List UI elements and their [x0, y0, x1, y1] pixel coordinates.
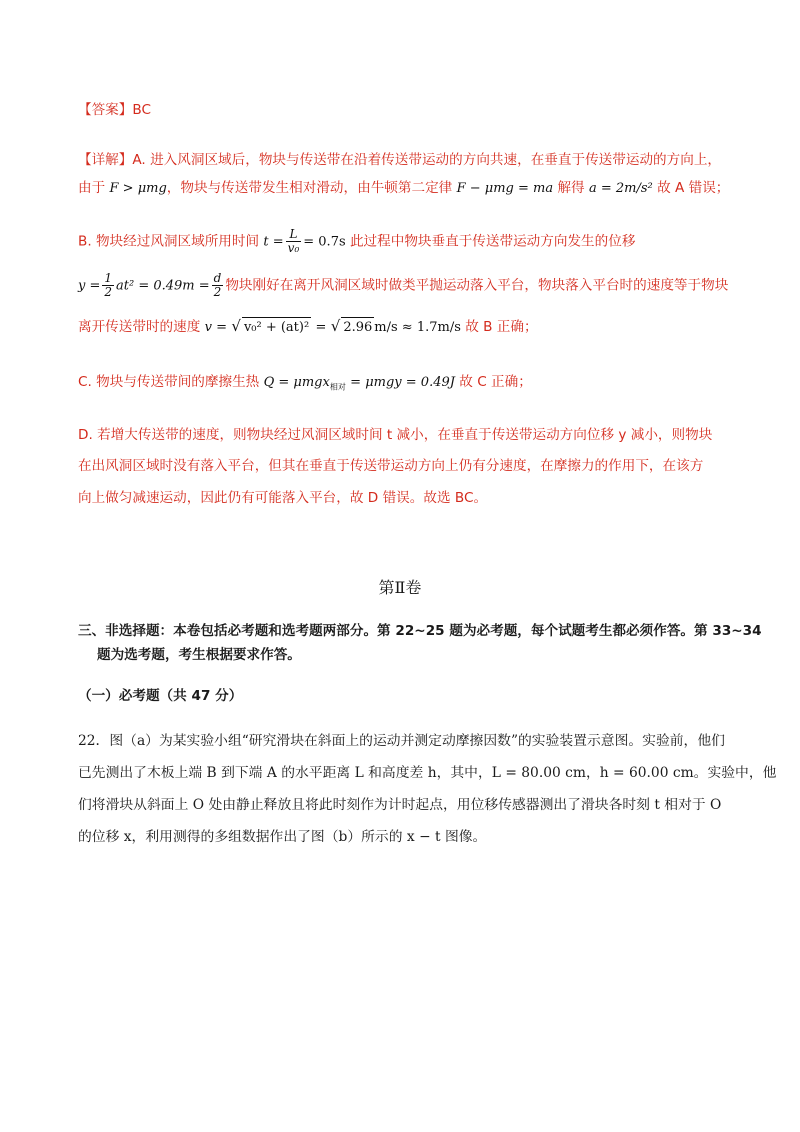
detail-a-text1: A. 进入风洞区域后，物块与传送带在沿着传送带运动的方向共速，在垂直于传送带运动的方向上，	[132, 152, 722, 168]
b-y: y =	[78, 278, 101, 294]
b-pre3: 离开传送带时的速度	[78, 319, 201, 335]
b-eq1: = 0.7s	[303, 234, 346, 250]
b-eq3: =	[315, 320, 327, 335]
b-pre: B. 物块经过风洞区域所用时间	[78, 233, 260, 250]
c-pre: C. 物块与传送带间的摩擦生热	[78, 374, 260, 390]
sub-heading: （一）必考题（共 47 分）	[78, 688, 243, 704]
c-sub: 相对	[329, 382, 346, 392]
b-post1: 此过程中物块垂直于传送带运动方向发生的位移	[349, 233, 636, 250]
b-post3: 故 B 正确；	[465, 319, 538, 335]
b-res3: m/s ≈ 1.7m/s	[374, 320, 461, 335]
a-formula-3: a = 2m/s²	[588, 181, 653, 196]
detail-d-line2: 在出风洞区域时没有落入平台，但其在垂直于传送带运动方向上仍有分速度，在摩擦力的作用下，在该方	[78, 458, 704, 474]
detail-a-line1	[78, 150, 760, 170]
detail-b-line2	[78, 272, 760, 299]
detail-d-line3: 向上做匀减速运动，因此仍有可能落入平台，故 D 错误。故选 BC。	[78, 490, 488, 506]
section-intro-line2: 题为选考题，考生根据要求作答。	[97, 647, 301, 663]
c-post: 故 C 正确；	[459, 374, 532, 390]
c-formula-2: = μmgy = 0.49J	[350, 375, 455, 390]
section-title: 第Ⅱ卷	[378, 578, 422, 597]
a-mid: ，物块与传送带发生相对滑动，由牛顿第二定律	[166, 180, 453, 196]
a-formula-1: F > μmg	[109, 181, 167, 196]
b-frac3-num: d	[213, 271, 222, 285]
b-frac1-num: L	[286, 228, 302, 242]
b-sqrt1: v₀² + (at)²	[242, 317, 311, 338]
a-post: 故 A 错误；	[657, 180, 730, 196]
b-sqrt2: 2.96	[341, 317, 374, 338]
question22-line3: 们将滑块从斜面上 O 处由静止释放且将此时刻作为计时起点，用位移传感器测出了滑块各时刻 t 相对于 O	[78, 797, 722, 813]
detail-a-line2	[78, 178, 760, 199]
c-formula: Q = μmgx	[263, 375, 330, 390]
a-mid2: 解得	[557, 180, 585, 196]
b-frac1-den: v₀	[287, 241, 300, 255]
b-t: t =	[263, 234, 284, 250]
b-frac2-den: 2	[104, 285, 113, 299]
a-formula-2: F − μmg = ma	[456, 181, 554, 196]
a-pre: 由于	[78, 180, 106, 196]
b-post2: 物块刚好在离开风洞区域时做类平抛运动落入平台，物块落入平台时的速度等于物块	[225, 277, 729, 294]
b-frac-half	[102, 272, 114, 299]
b-frac3-den: 2	[213, 285, 222, 299]
b-frac-L-v0	[286, 228, 302, 255]
b-v: v =	[204, 320, 228, 335]
detail-b-line3	[78, 316, 760, 338]
detail-c-line1	[78, 372, 760, 398]
b-eq2: at² = 0.49m =	[116, 278, 210, 294]
question22-line1: 22．图（a）为某实验小组“研究滑块在斜面上的运动并测定动摩擦因数”的实验装置示意图。实验前，他们	[78, 733, 725, 749]
section-intro-line1: 三、非选择题：本卷包括必考题和选考题两部分。第 22~25 题为必考题，每个试题考生都必须作答。第 33~34	[78, 623, 762, 639]
b-frac-d-2	[212, 272, 224, 299]
detail-b-line1	[78, 228, 760, 255]
question22-line2: 已先测出了木板上端 B 到下端 A 的水平距离 L 和高度差 h，其中，L = 80.00 cm，h = 60.00 cm。实验中，他	[78, 765, 777, 781]
detail-d-line1: D. 若增大传送带的速度，则物块经过风洞区域时间 t 减小，在垂直于传送带运动方向位移 y 减小，则物块	[78, 427, 713, 443]
answer-label: 【答案】BC	[78, 102, 151, 118]
sqrt-icon-2: √	[330, 317, 341, 335]
question22-line4: 的位移 x，利用测得的多组数据作出了图（b）所示的 x − t 图像。	[78, 829, 487, 845]
b-frac2-num: 1	[104, 271, 113, 285]
detail-label: 【详解】	[78, 152, 133, 168]
sqrt-icon: √	[231, 317, 241, 335]
